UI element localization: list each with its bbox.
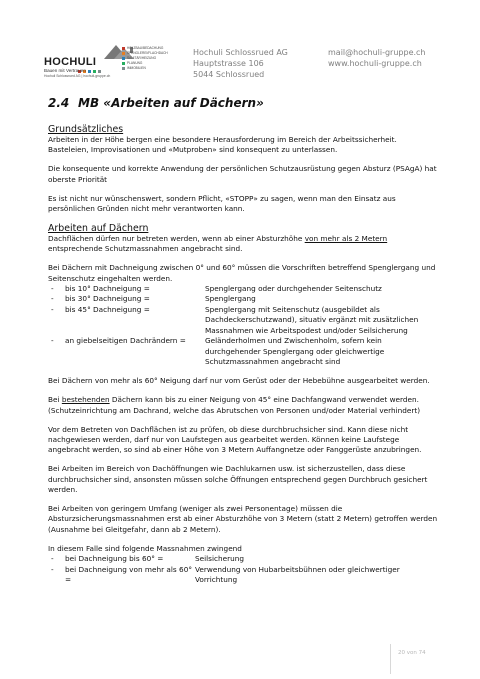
- paragraph: Es ist nicht nur wünschenswert, sondern Pflicht, «STOPP» zu sagen, wenn man den Einsatz aus persönlichen Gründen nicht mehr verantworten kann.: [48, 193, 396, 214]
- paragraph: In diesem Falle sind folgende Massnahmen zwingend: [48, 543, 242, 553]
- list-bullet: -: [51, 564, 54, 574]
- list-item: [48, 284, 438, 294]
- service-color-icon: [122, 52, 125, 55]
- text-span: Dachflächen dürfen nur betreten werden, wenn ab einer Absturzhöhe: [48, 233, 305, 243]
- list-bullet: -: [51, 284, 54, 294]
- underlined-text: bestehenden: [61, 395, 110, 405]
- paragraph: Bei Arbeiten von geringem Umfang (weniger als zwei Personentage) müssen die Absturzsicherungsmassnahmen erst ab einer Absturzhöhe von 3 Metern (statt 2 Metern) getroffen werden (Ausnahme bei Gleitgefahr, dann ab 2 Metern).: [48, 503, 438, 534]
- address-line: Hauptstrasse 106: [193, 59, 264, 68]
- list-item: [48, 554, 438, 564]
- list-bullet: -: [51, 304, 54, 314]
- footer-divider: [390, 644, 391, 674]
- list-item-label: bis 10° Dachneigung =: [65, 284, 150, 294]
- paragraph: Bei Dächern mit Dachneigung zwischen 0° und 60° müssen die Vorschriften betreffend Spenglergang und Seitenschutz eingehalten werden.: [48, 263, 436, 283]
- color-dot-icon: [93, 70, 96, 73]
- roof-pitch-list: [48, 284, 438, 367]
- service-color-icon: [122, 57, 125, 60]
- list-item-label: an giebelseitigen Dachrändern =: [65, 336, 186, 346]
- paragraph: Bei Dächern von mehr als 60° Neigung darf nur vom Gerüst oder der Hebebühne ausgearbeitet werden.: [48, 376, 430, 386]
- address-line: Hochuli Schlossrued AG: [193, 48, 288, 57]
- text-span: entsprechende Schutzmassnahmen angebracht sind.: [48, 244, 243, 254]
- list-item-label: bei Dachneigung von mehr als 60° =: [65, 564, 192, 584]
- section-number: 2.4: [48, 96, 70, 110]
- company-contact: [328, 47, 426, 69]
- list-bullet: -: [51, 554, 54, 564]
- logo-company-line: Hochuli Schlossrued AG | hochuli-gruppe.ch: [44, 74, 111, 78]
- list-item-value: Geländerholmen und Zwischenholm, sofern kein durchgehender Spenglergang oder gleichwertige Schutzmassnahmen angebracht sind: [205, 336, 385, 366]
- section-heading: [48, 96, 264, 110]
- subheading-grundsaetzliches: Grundsätzliches: [48, 124, 124, 135]
- company-address: [193, 47, 288, 80]
- service-color-icon: [122, 67, 125, 70]
- logo-service-label: PLANUNG: [127, 61, 143, 65]
- paragraph: Bei Arbeiten im Bereich von Dachöffnungen wie Dachlukarnen usw. ist sicherzustellen, dass diese durchbruchsicher sind, ansonsten müssen solche Öffnungen entsprechend gegen Durchbruch gesichert werden.: [48, 464, 428, 495]
- color-dot-icon: [98, 70, 101, 73]
- paragraph: Arbeiten in der Höhe bergen eine besondere Herausforderung im Bereich der Arbeitssicherheit. Basteleien, Improvisationen und «Mutproben» sind konsequent zu unterlassen.: [48, 135, 397, 155]
- logo-service-label: IMMOBILIEN: [127, 66, 146, 70]
- paragraph: [48, 395, 438, 416]
- logo-name: HOCHULI: [44, 56, 97, 68]
- list-item: [48, 305, 438, 336]
- service-color-icon: [122, 47, 125, 50]
- logo-tagline: Bauen mit Vertrauen: [44, 68, 86, 73]
- text-span: Bei: [48, 395, 62, 405]
- color-dot-icon: [88, 70, 91, 73]
- page-number: 20 von 74: [398, 650, 426, 656]
- list-bullet: -: [51, 336, 54, 346]
- list-item-value: Spenglergang: [205, 294, 256, 304]
- address-line: 5044 Schlossrued: [193, 70, 265, 79]
- paragraph: [48, 234, 438, 255]
- logo-services-list: [122, 46, 168, 71]
- paragraph: Vor dem Betreten von Dachflächen ist zu prüfen, ob diese durchbruchsicher sind. Kann diese nicht nachgewiesen werden, darf nur von Laufstegen aus gearbeitet werden. Können keine Laufstege angebracht werden, so sind ab einer Höhe von 3 Metern Auffangnetze oder Fanggerüste anzubringen.: [48, 424, 422, 455]
- logo-service-label: SPENGLEREI/FLACHDACH: [127, 51, 168, 55]
- service-color-icon: [122, 62, 125, 65]
- text-span: Dächern kann bis zu einer Neigung von 45° eine Dachfangwand verwendet werden. (Schutzeinrichtung am Dachrand, welche das Abrutschen von Personen und/oder Material verhindert): [48, 395, 421, 415]
- subheading-arbeiten-auf-daechern: Arbeiten auf Dächern: [48, 222, 149, 234]
- website-address: www.hochuli-gruppe.ch: [328, 59, 422, 68]
- list-item-value: Spenglergang mit Seitenschutz (ausgebildet als Dachdeckerschutzwand), situativ ergänzt mit zusätzlichen Massnahmen wie Arbeitspodest und/oder Seilsicherung: [205, 304, 419, 335]
- section-title: MB «Arbeiten auf Dächern»: [78, 96, 264, 110]
- email-address: mail@hochuli-gruppe.ch: [328, 48, 426, 57]
- list-item-value: Spenglergang oder durchgehender Seitenschutz: [205, 284, 382, 294]
- underlined-text: von mehr als 2 Metern: [304, 233, 388, 243]
- list-bullet: -: [51, 294, 54, 304]
- company-logo: [44, 43, 170, 79]
- list-item-label: bei Dachneigung bis 60° =: [65, 554, 164, 564]
- document-body: [48, 124, 438, 594]
- list-item: [48, 336, 438, 367]
- list-item-label: bis 45° Dachneigung =: [65, 304, 150, 314]
- measures-list: [48, 554, 438, 585]
- logo-service-label: SANITÄR/HEIZUNG: [127, 56, 157, 60]
- logo-service-item: [122, 66, 168, 71]
- list-item: [48, 294, 438, 304]
- list-item: [48, 565, 438, 586]
- list-item-value: Verwendung von Hubarbeitsbühnen oder gleichwertiger Vorrichtung: [195, 564, 400, 584]
- list-item-value: Seilsicherung: [195, 554, 245, 564]
- paragraph: Die konsequente und korrekte Anwendung der persönlichen Schutzausrüstung gegen Absturz (PSAgA) hat oberste Priorität: [48, 164, 437, 184]
- list-item-label: bis 30° Dachneigung =: [65, 294, 150, 304]
- logo-service-label: HOLZBAU/BEDACHUNG: [127, 46, 164, 50]
